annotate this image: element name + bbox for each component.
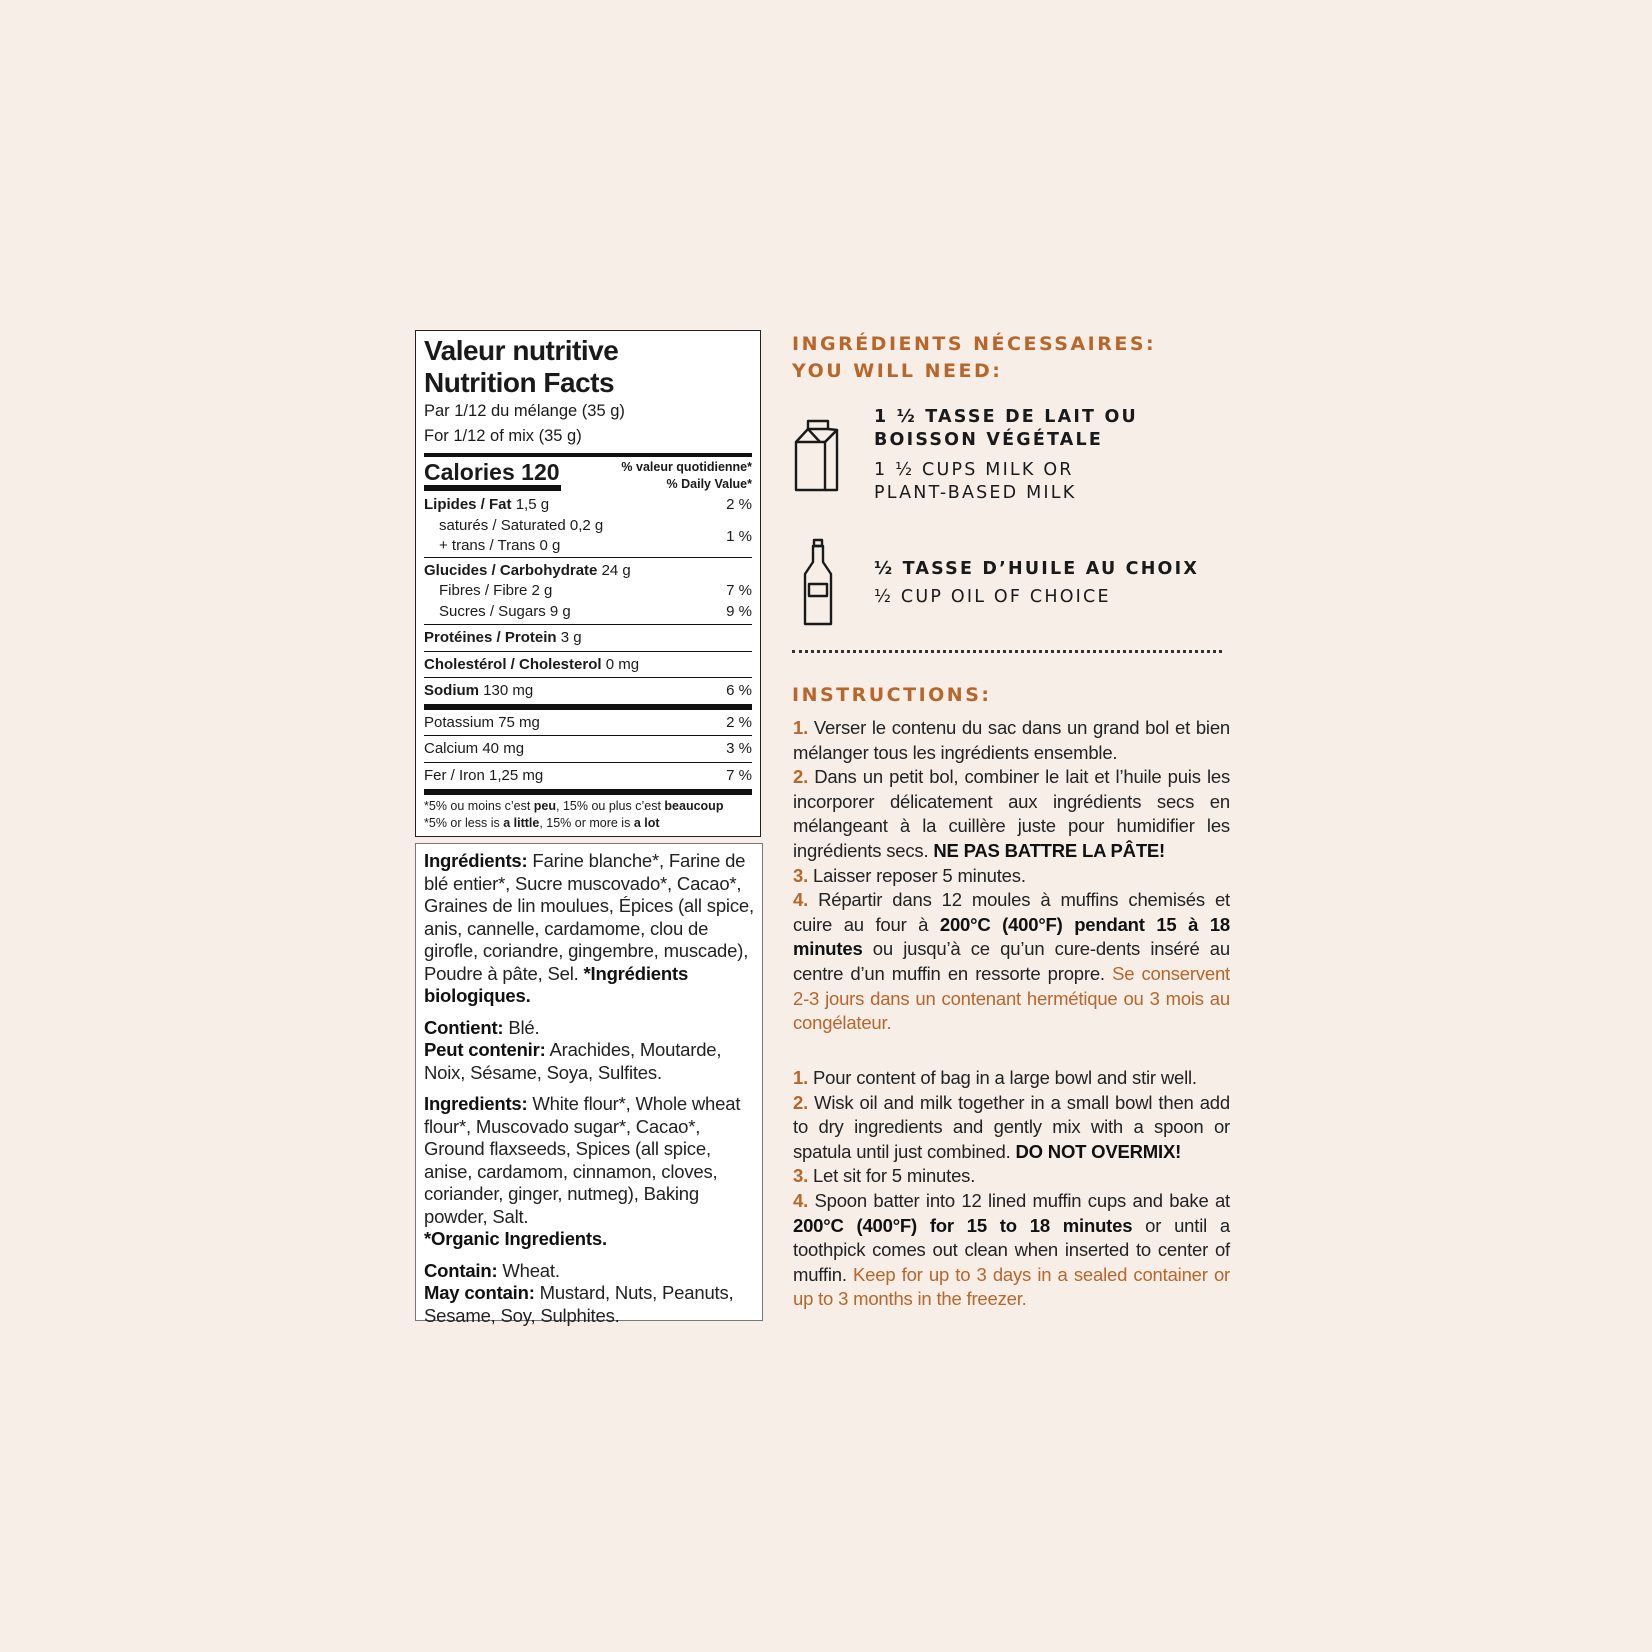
sugars-row [424,602,752,623]
sodium-section [424,677,752,704]
footnote-fr: *5% ou moins c’est peu, 15% ou plus c’est beaucoup [424,799,724,813]
oil-fr: ½ TASSE D’HUILE AU CHOIX [874,559,1200,579]
nutrition-title-fr: Valeur nutritive [424,335,619,366]
allergens-en: Contain: Wheat. May contain: Mustard, Nuts, Peanuts, Sesame, Soy, Sulphites. [424,1259,734,1326]
step-fr-2: 2. Dans un petit bol, combiner le lait et l’huile puis les incorporer délicatement aux ingrédients secs en mélangeant à la cuillère juste pour humidifier les ingrédients secs. NE PAS BATTRE LA PÂTE! [793,766,1230,861]
serving-fr: Par 1/12 du mélange (35 g) [424,402,625,420]
milk-fr-1: 1 ½ TASSE DE LAIT OU [874,407,1138,427]
step-fr-4: 4. Répartir dans 12 moules à muffins chemisés et cuire au four à 200°C (400°F) pendant 15 à 18 minutes ou jusqu’à ce qu’un cure-dents inséré au centre d’un muffin en ressorte propre. Se conservent 2-3 jours dans un contenant hermétique ou 3 mois au congélateur. [793,889,1231,1034]
sugars-dv: 9 % [726,602,752,620]
carb-section [424,557,752,625]
carb-row [424,561,752,582]
cholesterol-label: Cholestérol / Cholesterol [424,655,602,673]
saturated: saturés / Saturated 0,2 g [439,516,604,534]
sat-trans-dv: 1 % [726,527,752,545]
protein-label: Protéines / Protein [424,629,557,646]
oil-bottle-icon [800,538,836,628]
fibre-row [424,581,752,602]
step-en-4: 4. Spoon batter into 12 lined muffin cups and bake at 200°C (400°F) for 15 to 18 minutes or until a toothpick comes out clean when inserted to center of muffin. Keep for up to 3 days in a sealed container or up to 3 months in the freezer. [793,1189,1230,1310]
nutrition-footnote [424,789,752,832]
need-item-milk [874,406,1138,505]
fat-amount: 1,5 g [515,496,550,513]
instructions-en [793,1066,1230,1312]
carb-label: Glucides / Carbohydrate [424,561,598,579]
step-en-3: 3. Let sit for 5 minutes. [793,1165,976,1187]
fat-label: Lipides / Fat [424,496,512,513]
nutrition-title-en: Nutrition Facts [424,367,615,398]
milk-fr-2: BOISSON VÉGÉTALE [874,430,1104,450]
potassium-dv: 2 % [726,713,752,731]
fat-section [424,493,752,557]
serving-en: For 1/12 of mix (35 g) [424,427,582,445]
fat-row [424,495,752,516]
step-en-2: 2. Wisk oil and milk together in a small bowl then add to dry ingredients and gently mix with a spoon or spatula until just combined. DO NOT OVERMIX! [793,1091,1230,1162]
dotted-divider [792,650,1222,653]
you-will-need-heading [792,331,1156,385]
step-fr-1: 1. Verser le contenu du sac dans un grand bol et bien mélanger tous les ingrédients ensemble. [793,717,1230,763]
potassium-section [424,704,752,736]
instructions-heading: INSTRUCTIONS: [792,684,992,706]
trans: + trans / Trans 0 g [439,537,561,554]
need-title-fr: INGRÉDIENTS NÉCESSAIRES: [792,333,1157,355]
iron-dv: 7 % [726,766,752,784]
cholesterol-section [424,651,752,678]
need-item-oil [874,558,1199,609]
calories-row [424,457,752,493]
step-en-1: 1. Pour content of bag in a large bowl and stir well. [793,1067,1197,1088]
iron: Fer / Iron 1,25 mg [424,766,544,784]
potassium: Potassium 75 mg [424,713,540,731]
fibre-dv: 7 % [726,582,752,599]
sat-trans-row [424,516,752,557]
protein-section [424,624,752,651]
milk-en-1: 1 ½ CUPS MILK OR [874,460,1074,480]
nutrition-facts-panel [415,330,761,837]
ingredients-panel [415,843,763,1326]
calories-label: Calories 120 [424,459,560,485]
fibre: Fibres / Fibre 2 g [439,582,553,599]
fat-dv: 2 % [726,496,752,513]
sodium-dv: 6 % [726,682,752,699]
cholesterol-amount: 0 mg [605,655,640,673]
ingredients-en: Ingredients: White flour*, Whole wheat flour*, Muscovado sugar*, Cacao*, Ground flaxseeds, Spices (all spice, anise, cardamom, cinnamon, cloves, coriander, ginger, nutmeg), Baking powder, Salt. *Organic Ingredients. [424,1093,741,1249]
calcium-section [424,735,752,762]
carb-amount: 24 g [601,561,631,579]
calcium: Calcium 40 mg [424,740,525,757]
daily-value-header [621,457,752,493]
need-title-en: YOU WILL NEED: [792,360,1003,382]
dv-en: % Daily Value* [666,477,752,491]
ingredients-fr: Ingrédients: Farine blanche*, Farine de blé entier*, Sucre muscovado*, Cacao*, Graines de lin moulues, Épices (all spice, anis, cannelle, cardamome, clou de girofle, coriandre, gingembre, muscade), Poudre à pâte, Sel. *Ingrédients biologiques. [424,850,754,1006]
oil-en: ½ CUP OIL OF CHOICE [874,587,1111,607]
calcium-dv: 3 % [726,740,752,757]
footnote-en: *5% or less is a little, 15% or more is a lot [424,816,660,830]
milk-en-2: PLANT-BASED MILK [874,483,1077,503]
dv-fr: % valeur quotidienne* [621,460,752,474]
sodium-label: Sodium [424,682,479,699]
step-fr-3: 3. Laisser reposer 5 minutes. [793,864,1026,886]
protein-amount: 3 g [560,629,582,646]
sodium-amount: 130 mg [483,682,534,699]
iron-section [424,762,752,790]
sugars: Sucres / Sugars 9 g [439,602,571,620]
milk-carton-icon [792,418,842,494]
instructions-fr [793,716,1230,1036]
allergens-fr: Contient: Blé. Peut contenir: Arachides, Moutarde, Noix, Sésame, Soya, Sulfites. [424,1016,722,1083]
